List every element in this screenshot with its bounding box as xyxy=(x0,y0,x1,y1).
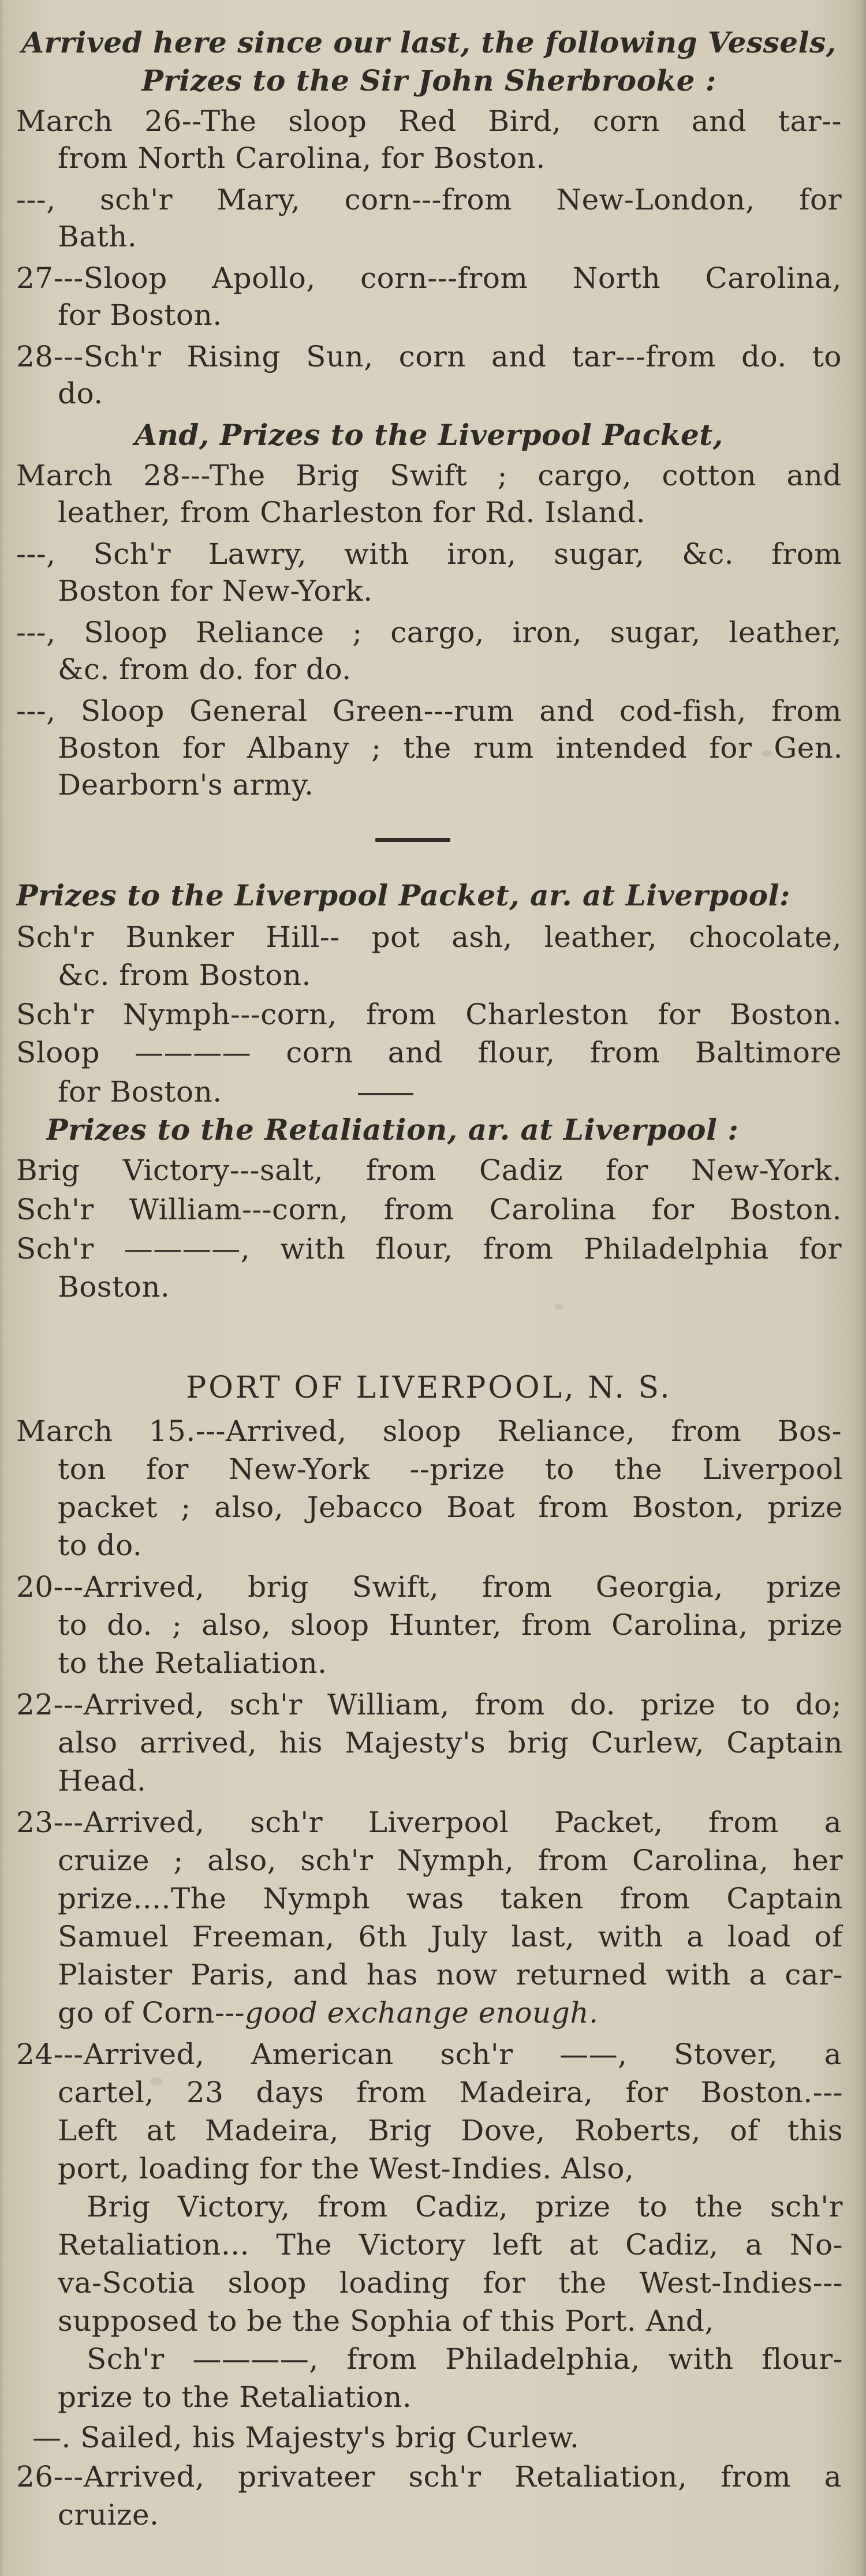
port-title: PORT OF LIVERPOOL, N. S. xyxy=(186,1371,672,1405)
section-divider xyxy=(375,838,450,842)
section2-line2: Brig Victory---salt, from Cadiz for New-York. xyxy=(16,1154,842,1187)
section1-header-line1: Arrived here since our last, the following Vessels, xyxy=(21,25,837,59)
port-entry-line: va-Scotia sloop loading for the West-Indies--- xyxy=(58,2266,843,2300)
port-entry-line: cartel, 23 days from Madeira, for Boston.--- xyxy=(58,2076,843,2109)
port-entry-line: 26---Arrived, privateer sch'r Retaliation, from a xyxy=(16,2460,842,2493)
section1-line2: Dearborn's army. xyxy=(58,768,314,802)
port-entry-line: port, loading for the West-Indies. Also, xyxy=(58,2152,634,2185)
port-entry-line: 22---Arrived, sch'r William, from do. prize to do; xyxy=(16,1688,842,1721)
paper-spot xyxy=(554,1304,562,1310)
section1-line: 28---Sch'r Rising Sun, corn and tar---from do. to xyxy=(16,340,842,373)
section2-line2: Sch'r William---corn, from Carolina for Boston. xyxy=(16,1193,842,1226)
port-entry-line: 20---Arrived, brig Swift, from Georgia, prize xyxy=(16,1570,842,1604)
port-entry-line: Head. xyxy=(58,1764,147,1798)
port-entry-line: —. Sailed, his Majesty's brig Curlew. xyxy=(32,2421,580,2454)
section1-line: do. xyxy=(58,377,103,410)
section1-line2: ---, Sloop Reliance ; cargo, iron, sugar, leather, xyxy=(16,616,842,649)
section1-line: Bath. xyxy=(58,220,137,253)
section2-line: Sloop ———— corn and flour, from Baltimore xyxy=(16,1036,842,1069)
left-paper-edge xyxy=(0,0,6,2576)
section2-line: Sch'r Bunker Hill-- pot ash, leather, chocolate, xyxy=(16,920,842,954)
section1-line2: ---, Sch'r Lawry, with iron, sugar, &c. from xyxy=(16,537,842,571)
port-entry-line: also arrived, his Majesty's brig Curlew, Captain xyxy=(58,1726,843,1759)
port-entry-line: cruize. xyxy=(58,2498,159,2532)
section1-subheader: And, Prizes to the Liverpool Packet, xyxy=(135,418,723,452)
section2-line: for Boston. xyxy=(58,1075,222,1109)
port-entry-line: supposed to be the Sophia of this Port. And, xyxy=(58,2304,714,2338)
section1-line2: ---, Sloop General Green---rum and cod-fish, from xyxy=(16,694,842,728)
section2-header2: Prizes to the Retaliation, ar. at Liverpool : xyxy=(46,1113,739,1147)
port-entry-line-with-italic xyxy=(58,1993,843,2032)
port-entry-line: to do. ; also, sloop Hunter, from Carolina, prize xyxy=(58,1608,843,1642)
section1-line: ---, sch'r Mary, corn---from New-London, for xyxy=(16,183,842,216)
port-entry-line: Brig Victory, from Cadiz, prize to the sch'r xyxy=(87,2190,843,2223)
short-divider xyxy=(358,1093,413,1095)
port-entry-line: prize....The Nymph was taken from Captain xyxy=(58,1882,843,1915)
paper-spot xyxy=(762,750,772,757)
section1-line2: March 28---The Brig Swift ; cargo, cotton and xyxy=(16,459,842,492)
section1-line: for Boston. xyxy=(58,298,222,332)
section1-header-line2: Prizes to the Sir John Sherbrooke : xyxy=(141,63,716,98)
section2-line2: Boston. xyxy=(58,1270,170,1304)
section1-line2: Boston for Albany ; the rum intended for Gen. xyxy=(58,731,843,765)
port-entry-line: cruize ; also, sch'r Nymph, from Carolina, her xyxy=(58,1844,843,1877)
section2-line: &c. from Boston. xyxy=(58,958,311,992)
port-entry-line: Sch'r ————, from Philadelphia, with flour- xyxy=(87,2342,843,2376)
port-entry-line: packet ; also, Jebacco Boat from Boston, prize xyxy=(58,1491,843,1524)
section1-line: 27---Sloop Apollo, corn---from North Carolina, xyxy=(16,261,842,295)
port-entry-line: to the Retaliation. xyxy=(58,1646,327,1680)
port-entry-line: prize to the Retaliation. xyxy=(58,2380,412,2414)
section1-line2: leather, from Charleston for Rd. Island. xyxy=(58,496,646,529)
port-entry-line: Plaister Paris, and has now returned with a car- xyxy=(58,1958,843,1991)
paper-spot xyxy=(150,2077,163,2085)
section1-line: from North Carolina, for Boston. xyxy=(58,141,546,175)
port-entry-line: ton for New-York --prize to the Liverpool xyxy=(58,1452,843,1486)
section1-line2: Boston for New-York. xyxy=(58,574,373,608)
section1-line2: &c. from do. for do. xyxy=(58,653,352,686)
port-entry-line: 23---Arrived, sch'r Liverpool Packet, from a xyxy=(16,1806,842,1839)
port-entry-line: to do. xyxy=(58,1529,143,1562)
port-entry-line: Retaliation... The Victory left at Cadiz, a No- xyxy=(58,2228,843,2262)
port-entry-line: 24---Arrived, American sch'r ——, Stover, a xyxy=(16,2038,842,2071)
section1-line: March 26--The sloop Red Bird, corn and tar-- xyxy=(16,104,842,138)
port-entry-line: Samuel Freeman, 6th July last, with a load of xyxy=(58,1920,843,1953)
section2-line: Sch'r Nymph---corn, from Charleston for Boston. xyxy=(16,998,842,1031)
port-entry-text: go of Corn--- xyxy=(58,1996,245,2030)
port-entry-line: Left at Madeira, Brig Dove, Roberts, of this xyxy=(58,2114,843,2147)
right-column-rule xyxy=(853,0,866,2576)
port-entry-line: March 15.---Arrived, sloop Reliance, from Bos- xyxy=(16,1414,842,1448)
section2-line2: Sch'r ————, with flour, from Philadelphia for xyxy=(16,1232,842,1265)
italic-remark: good exchange enough. xyxy=(245,1996,599,2030)
section2-header: Prizes to the Liverpool Packet, ar. at Liverpool: xyxy=(16,878,790,912)
